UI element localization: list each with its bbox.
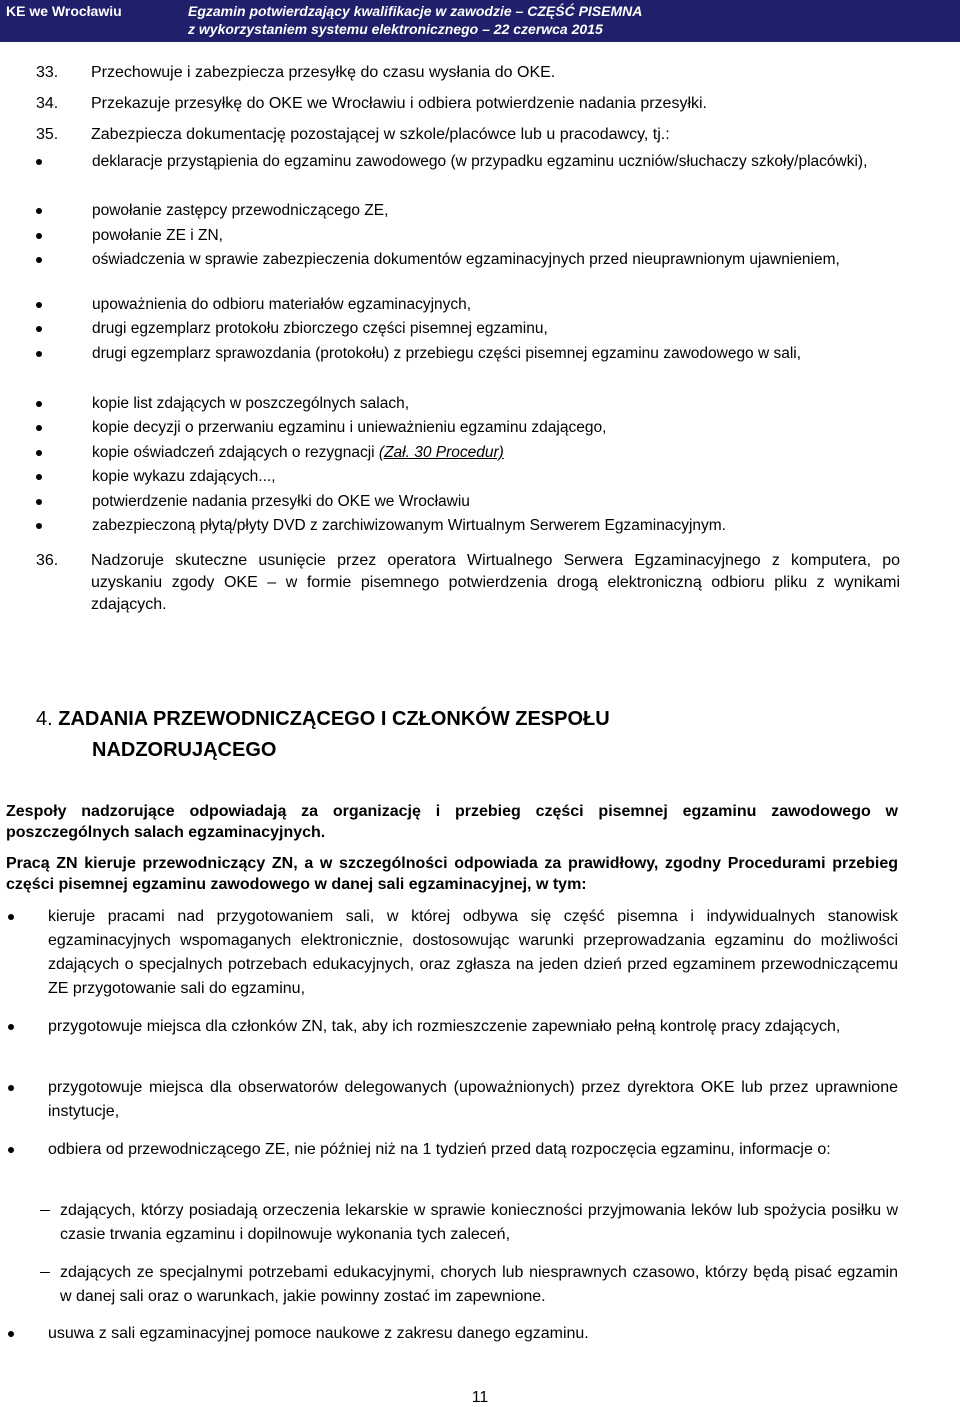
list-item: drugi egzemplarz protokołu zbiorczego części pisemnej egzaminu,: [36, 318, 900, 340]
header-title-line1: Egzamin potwierdzający kwalifikacje w zawodzie – CZĘŚĆ PISEMNA: [188, 3, 643, 19]
numbered-item-34: [36, 93, 900, 115]
section-title: [36, 704, 610, 766]
dash-icon: [40, 1210, 50, 1211]
list-item: powołanie zastępcy przewodniczącego ZE,: [36, 200, 900, 222]
dash-icon: [40, 1272, 50, 1273]
list-item: przygotowuje miejsca dla członków ZN, tak, aby ich rozmieszczenie zapewniało pełną kontrolę pracy zdających,: [8, 1015, 898, 1039]
item-number: 36.: [36, 552, 59, 569]
list-item: kopie wykazu zdających...,: [36, 466, 900, 488]
list-item: kieruje pracami nad przygotowaniem sali, w której odbywa się część pisemna i indywidualnych stanowisk egzaminacyjnych wspomaganych elektronicznie, dostosowując warunki przeprowadzania egzaminu do możliwości zdających o specjalnych potrzebach edukacyjnych, oraz zgłasza na jeden dzień przed egzaminem przewodniczącemu ZE przygotowanie sali do egzaminu,: [8, 905, 898, 1001]
numbered-item-35: [36, 124, 900, 146]
bullet-icon: [8, 914, 14, 920]
bullet-icon: [8, 1085, 14, 1091]
page-header: [0, 0, 960, 42]
list-item: kopie list zdających w poszczególnych salach,: [36, 393, 900, 415]
bullet-icon: [36, 474, 42, 480]
bullet-icon: [36, 326, 42, 332]
item-text: Nadzoruje skuteczne usunięcie przez operatora Wirtualnego Serwera Egzaminacyjnego z komputera, po uzyskaniu zgody OKE – w formie pisemnego potwierdzenia drogą elektroniczną odbioru pliku z wynikami zdających.: [91, 552, 900, 613]
sub-list-item: zdających ze specjalnymi potrzebami edukacyjnymi, chorych lub niesprawnych czasowo, którzy będą pisać egzamin w danej sali oraz o warunkach, jakie powinny zostać im zapewnione.: [40, 1261, 898, 1309]
section-number: 4.: [36, 708, 53, 730]
list-item: drugi egzemplarz sprawozdania (protokołu) z przebiegu części pisemnej egzaminu zawodowego w sali,: [36, 343, 900, 365]
sub-list-item: zdających, którzy posiadają orzeczenia lekarskie w sprawie konieczności przyjmowania leków lub spożycia posiłku w czasie trwania egzaminu i dopilnowuje wykonania tych zaleceń,: [40, 1199, 898, 1247]
list-item: zabezpieczoną płytą/płyty DVD z zarchiwizowanym Wirtualnym Serwerem Egzaminacyjnym.: [36, 515, 900, 537]
page-number: 11: [471, 1389, 489, 1406]
list-item: odbiera od przewodniczącego ZE, nie później niż na 1 tydzień przed datą rozpoczęcia egzaminu, informacje o:: [8, 1138, 898, 1162]
list-item: oświadczenia w sprawie zabezpieczenia dokumentów egzaminacyjnych przed nieuprawnionym ujawnieniem,: [36, 249, 900, 271]
section-title-line2: NADZORUJĄCEGO: [92, 739, 277, 761]
list-item: przygotowuje miejsca dla obserwatorów delegowanych (upoważnionych) przez dyrektora OKE lub przez uprawnione instytucje,: [8, 1076, 898, 1124]
list-item: deklaracje przystąpienia do egzaminu zawodowego (w przypadku egzaminu uczniów/słuchaczy szkoły/placówki),: [36, 151, 900, 173]
bullet-icon: [36, 499, 42, 505]
bullet-icon: [36, 351, 42, 357]
numbered-item-33: [36, 62, 900, 84]
numbered-item-36: [36, 550, 900, 616]
list-item: powołanie ZE i ZN,: [36, 225, 900, 247]
bullet-icon: [36, 523, 42, 529]
header-org: KE we Wrocławiu: [6, 3, 122, 19]
bullet-icon: [36, 233, 42, 239]
item-number: 33.: [36, 64, 59, 81]
item-text: Przechowuje i zabezpiecza przesyłkę do czasu wysłania do OKE.: [91, 64, 556, 81]
bullet-icon: [8, 1147, 14, 1153]
list-item: upoważnienia do odbioru materiałów egzaminacyjnych,: [36, 294, 900, 316]
bullet-icon: [36, 401, 42, 407]
item-text: Przekazuje przesyłkę do OKE we Wrocławiu i odbiera potwierdzenie nadania przesyłki.: [91, 95, 707, 112]
bullet-icon: [36, 450, 42, 456]
annex-reference: (Zał. 30 Procedur): [378, 444, 504, 461]
bullet-icon: [36, 159, 42, 165]
header-title-line2: z wykorzystaniem systemu elektronicznego – 22 czerwca 2015: [188, 21, 603, 37]
bullet-icon: [36, 257, 42, 263]
list-item: potwierdzenie nadania przesyłki do OKE we Wrocławiu: [36, 491, 900, 513]
chair-paragraph: Pracą ZN kieruje przewodniczący ZN, a w szczególności odpowiada za prawidłowy, zgodny Procedurami przebieg części pisemnej egzaminu zawodowego w danej sali egzaminacyjnej, w tym:: [6, 855, 898, 893]
list-item: usuwa z sali egzaminacyjnej pomoce naukowe z zakresu danego egzaminu.: [8, 1322, 898, 1346]
item-number: 35.: [36, 126, 59, 143]
list-item: kopie oświadczeń zdających o rezygnacji (Zał. 30 Procedur): [36, 442, 900, 464]
intro-paragraph: Zespoły nadzorujące odpowiadają za organizację i przebieg części pisemnej egzaminu zawodowego w poszczególnych salach egzaminacyjnych.: [6, 803, 898, 841]
item-text: Zabezpiecza dokumentację pozostającej w szkole/placówce lub u pracodawcy, tj.:: [91, 126, 670, 143]
bullet-icon: [8, 1024, 14, 1030]
bullet-icon: [8, 1331, 14, 1337]
section-title-line1: ZADANIA PRZEWODNICZĄCEGO I CZŁONKÓW ZESPOŁU: [58, 708, 610, 730]
list-item: kopie decyzji o przerwaniu egzaminu i unieważnieniu egzaminu zdającego,: [36, 417, 900, 439]
bullet-icon: [36, 208, 42, 214]
bullet-icon: [36, 302, 42, 308]
item-number: 34.: [36, 95, 59, 112]
bullet-icon: [36, 425, 42, 431]
